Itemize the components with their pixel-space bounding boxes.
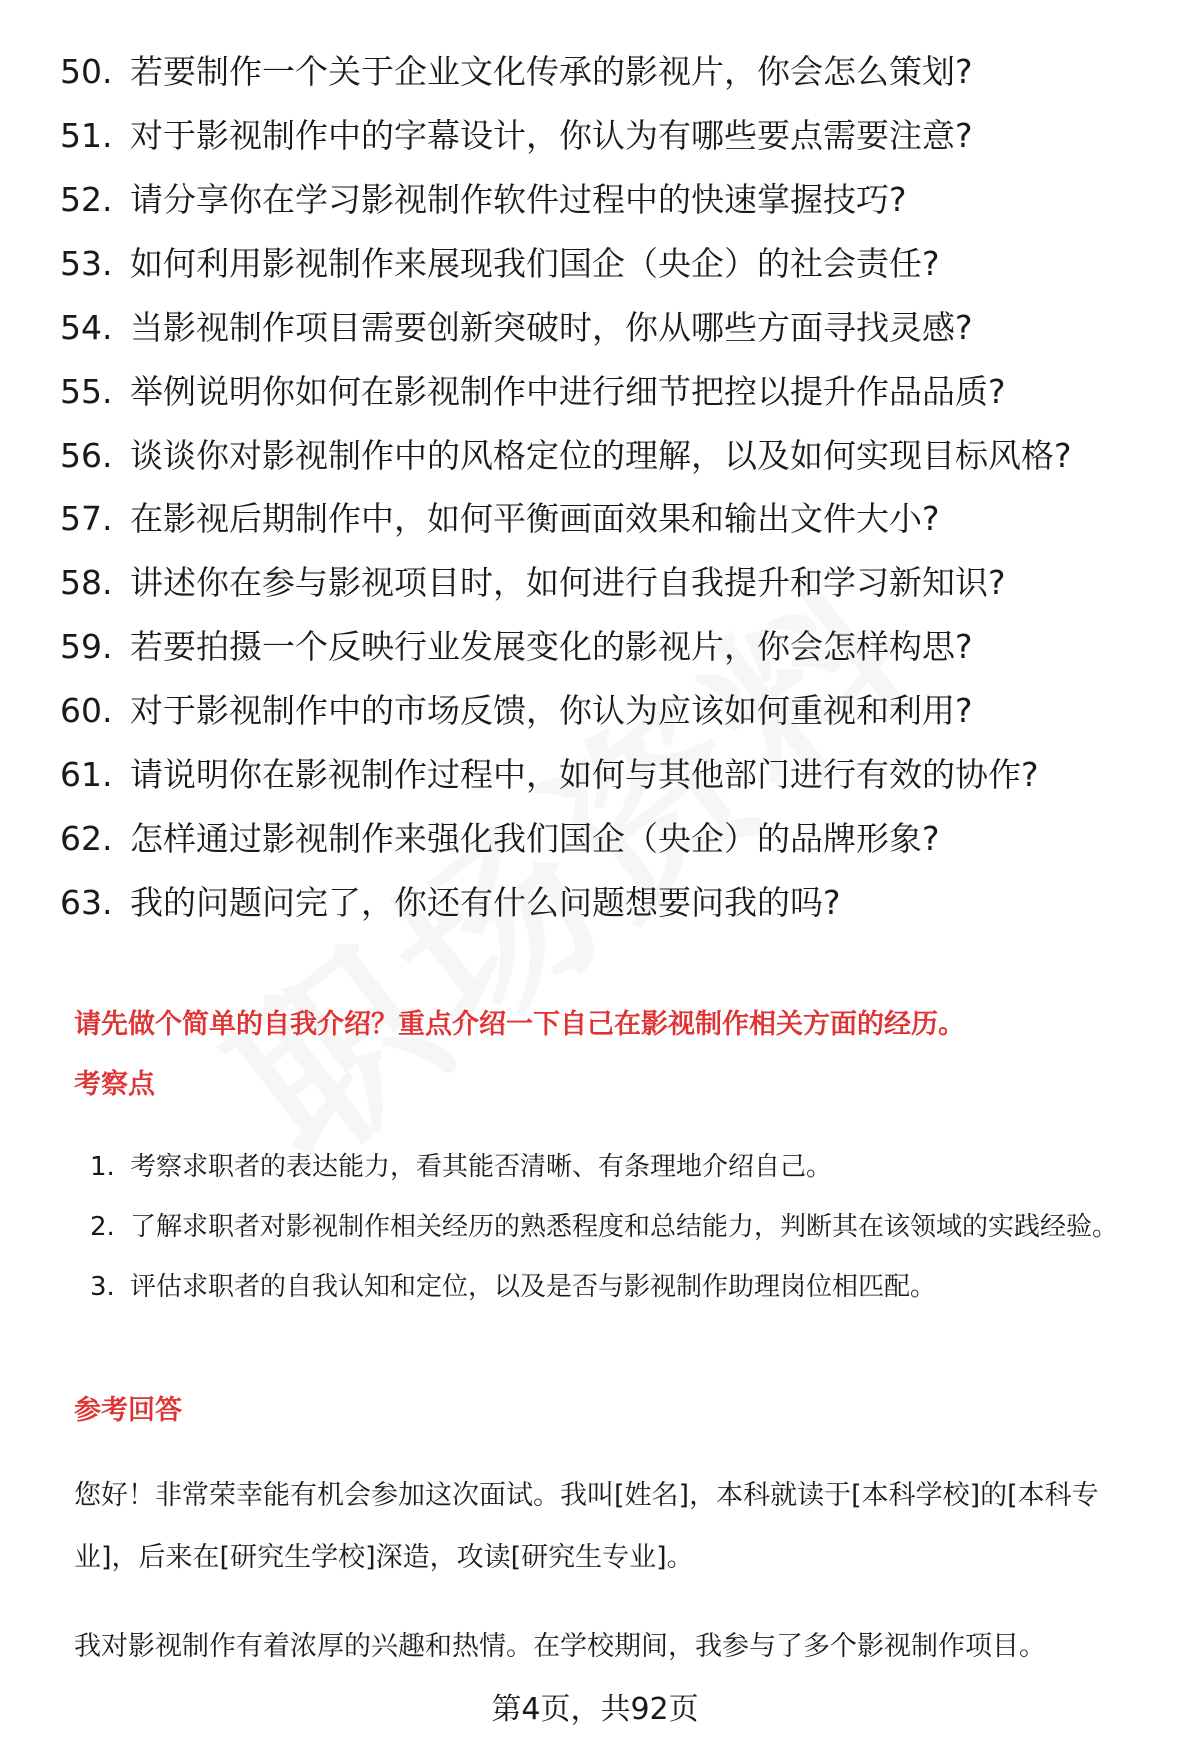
question-number: 54. <box>60 308 113 347</box>
question-number: 61. <box>60 755 113 794</box>
question-text: 如何利用影视制作来展现我们国企（央企）的社会责任? <box>130 244 940 283</box>
question-text: 对于影视制作中的字幕设计，你认为有哪些要点需要注意? <box>130 116 973 155</box>
answer-paragraph: 我对影视制作有着浓厚的兴趣和热情。在学校期间，我参与了多个影视制作项目。 <box>74 1631 1046 1662</box>
question-number: 52. <box>60 180 113 219</box>
point-text: 考察求职者的表达能力，看其能否清晰、有条理地介绍自己。 <box>130 1152 833 1182</box>
question-text: 我的问题问完了，你还有什么问题想要问我的吗? <box>130 883 841 922</box>
question-number: 63. <box>60 883 113 922</box>
question-number: 58. <box>60 563 113 602</box>
question-item <box>60 116 1140 156</box>
section-headline: 请先做个简单的自我介绍？重点介绍一下自己在影视制作相关方面的经历。 <box>74 1009 965 1040</box>
question-text: 当影视制作项目需要创新突破时，你从哪些方面寻找灵感? <box>130 308 973 347</box>
question-text: 举例说明你如何在影视制作中进行细节把控以提升作品品质? <box>130 372 1006 411</box>
question-text: 若要拍摄一个反映行业发展变化的影视片，你会怎样构思? <box>130 627 973 666</box>
page-footer: 第4页，共92页 <box>491 1692 699 1727</box>
question-text: 讲述你在参与影视项目时，如何进行自我提升和学习新知识? <box>130 563 1006 602</box>
point-item <box>90 1137 1150 1197</box>
question-number: 59. <box>60 627 113 666</box>
question-number: 56. <box>60 436 113 475</box>
point-item <box>90 1197 1150 1257</box>
points-list <box>90 1137 1150 1317</box>
kaochadian-label: 考察点 <box>74 1069 155 1100</box>
question-text: 请说明你在影视制作过程中，如何与其他部门进行有效的协作? <box>130 755 1039 794</box>
question-item <box>60 883 1140 923</box>
question-text: 若要制作一个关于企业文化传承的影视片，你会怎么策划? <box>130 52 973 91</box>
point-number: 3. <box>90 1272 115 1302</box>
question-item <box>60 244 1140 284</box>
question-number: 53. <box>60 244 113 283</box>
question-item <box>60 755 1140 795</box>
question-item <box>60 563 1140 603</box>
question-number: 57. <box>60 499 113 538</box>
question-item <box>60 691 1140 731</box>
question-text: 在影视后期制作中，如何平衡画面效果和输出文件大小? <box>130 499 940 538</box>
question-item <box>60 180 1140 220</box>
question-item <box>60 52 1140 92</box>
question-number: 60. <box>60 691 113 730</box>
question-number: 55. <box>60 372 113 411</box>
point-text: 了解求职者对影视制作相关经历的熟悉程度和总结能力，判断其在该领域的实践经验。 <box>130 1212 1119 1242</box>
point-number: 2. <box>90 1212 115 1242</box>
question-text: 怎样通过影视制作来强化我们国企（央企）的品牌形象? <box>130 819 940 858</box>
question-item <box>60 819 1140 859</box>
question-list <box>60 52 1140 947</box>
question-number: 51. <box>60 116 113 155</box>
question-item <box>60 436 1140 476</box>
question-item <box>60 308 1140 348</box>
question-text: 谈谈你对影视制作中的风格定位的理解，以及如何实现目标风格? <box>130 436 1072 475</box>
answer-paragraph: 您好！非常荣幸能有机会参加这次面试。我叫[姓名]，本科就读于[本科学校]的[本科专业]，后来在[研究生学校]深造，攻读[研究生专业]。 <box>74 1480 1099 1573</box>
point-text: 评估求职者的自我认知和定位，以及是否与影视制作助理岗位相匹配。 <box>130 1272 937 1302</box>
question-item <box>60 372 1140 412</box>
question-number: 62. <box>60 819 113 858</box>
question-item <box>60 499 1140 539</box>
cankao-label: 参考回答 <box>74 1395 182 1426</box>
point-item <box>90 1257 1150 1317</box>
question-text: 请分享你在学习影视制作软件过程中的快速掌握技巧? <box>130 180 907 219</box>
question-number: 50. <box>60 52 113 91</box>
question-item <box>60 627 1140 667</box>
question-text: 对于影视制作中的市场反馈，你认为应该如何重视和利用? <box>130 691 973 730</box>
point-number: 1. <box>90 1152 115 1182</box>
